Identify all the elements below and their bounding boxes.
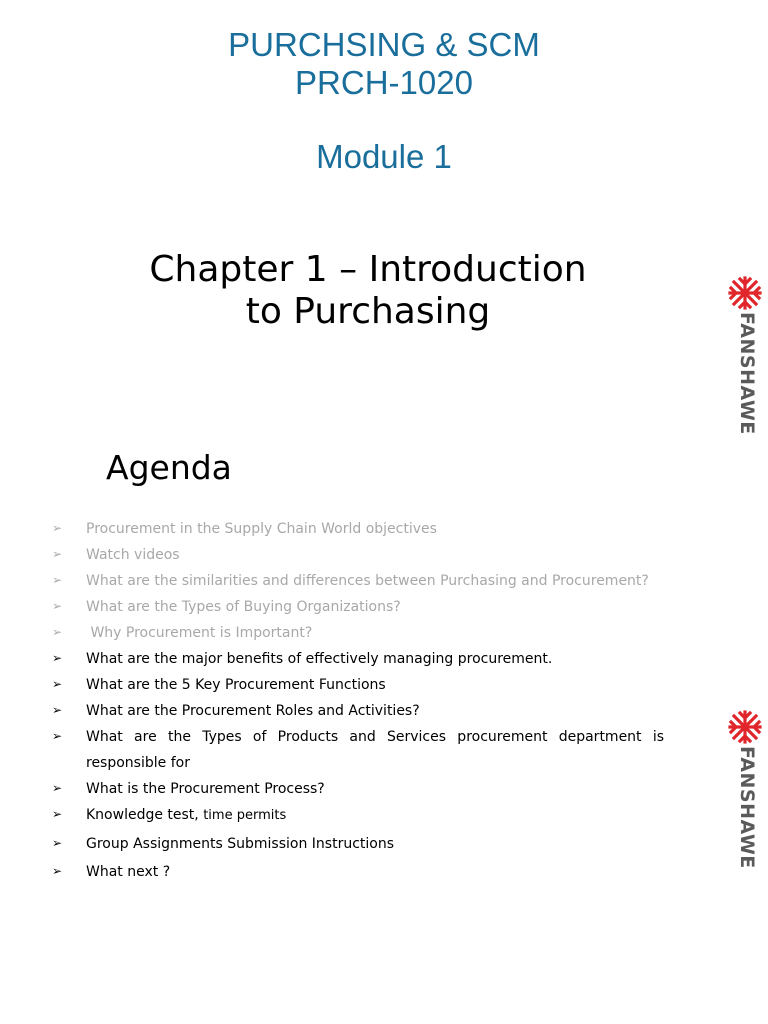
- list-item: ➢ What are the major benefits of effectively managing procurement.: [50, 646, 664, 672]
- arrowhead-bullet-icon: ➢: [52, 836, 63, 850]
- arrowhead-bullet-icon: ➢: [52, 599, 63, 613]
- agenda-list: [50, 516, 664, 880]
- arrowhead-bullet-icon: ➢: [52, 677, 63, 691]
- fanshawe-wordmark: FANSHAWE: [736, 312, 758, 435]
- arrowhead-bullet-icon: ➢: [52, 864, 63, 878]
- list-item: ➢ What are the 5 Key Procurement Functions: [50, 672, 664, 698]
- chapter-title-line2: to Purchasing: [245, 291, 491, 332]
- list-item: ➢ What are the Types of Products and Services procurement department is responsible for: [50, 724, 664, 776]
- fanshawe-wordmark: FANSHAWE: [736, 746, 758, 869]
- list-item: ➢ What are the Procurement Roles and Activities?: [50, 698, 664, 724]
- time-permits-note: time permits: [203, 808, 287, 823]
- list-item: ➢ Watch videos: [50, 542, 664, 568]
- arrowhead-bullet-icon: ➢: [52, 547, 63, 561]
- chapter-title-line1: Chapter 1 – Introduction: [149, 249, 587, 290]
- course-title: [0, 26, 768, 102]
- arrowhead-bullet-icon: ➢: [52, 703, 63, 717]
- module-title: Module 1: [316, 138, 452, 175]
- arrowhead-bullet-icon: ➢: [52, 651, 63, 665]
- course-name: PURCHSING & SCM: [228, 26, 540, 63]
- agenda-title: Agenda: [106, 448, 232, 487]
- list-item: ➢ What is the Procurement Process?: [50, 776, 664, 802]
- fanshawe-logo-top: [728, 276, 764, 435]
- fanshawe-snowflake-icon: [728, 710, 762, 744]
- chapter-title: [100, 249, 636, 333]
- arrowhead-bullet-icon: ➢: [52, 729, 63, 743]
- arrowhead-bullet-icon: ➢: [52, 573, 63, 587]
- arrowhead-bullet-icon: ➢: [52, 807, 63, 821]
- arrowhead-bullet-icon: ➢: [52, 781, 63, 795]
- fanshawe-snowflake-icon: [728, 276, 762, 310]
- fanshawe-logo-bottom: [728, 710, 764, 869]
- list-item: ➢ What are the similarities and differences between Purchasing and Procurement?: [50, 568, 664, 594]
- arrowhead-bullet-icon: ➢: [52, 521, 63, 535]
- arrowhead-bullet-icon: ➢: [52, 625, 63, 639]
- list-item: ➢ Group Assignments Submission Instructions: [50, 831, 664, 857]
- course-code: PRCH-1020: [295, 64, 473, 101]
- title-slide: [0, 0, 768, 430]
- list-item: ➢ Why Procurement is Important?: [50, 620, 664, 646]
- list-item: ➢ What are the Types of Buying Organizations?: [50, 594, 664, 620]
- list-item: ➢ Procurement in the Supply Chain World objectives: [50, 516, 664, 542]
- list-item: ➢ Knowledge test, time permits: [50, 802, 664, 829]
- list-item: ➢ What next ?: [50, 859, 664, 885]
